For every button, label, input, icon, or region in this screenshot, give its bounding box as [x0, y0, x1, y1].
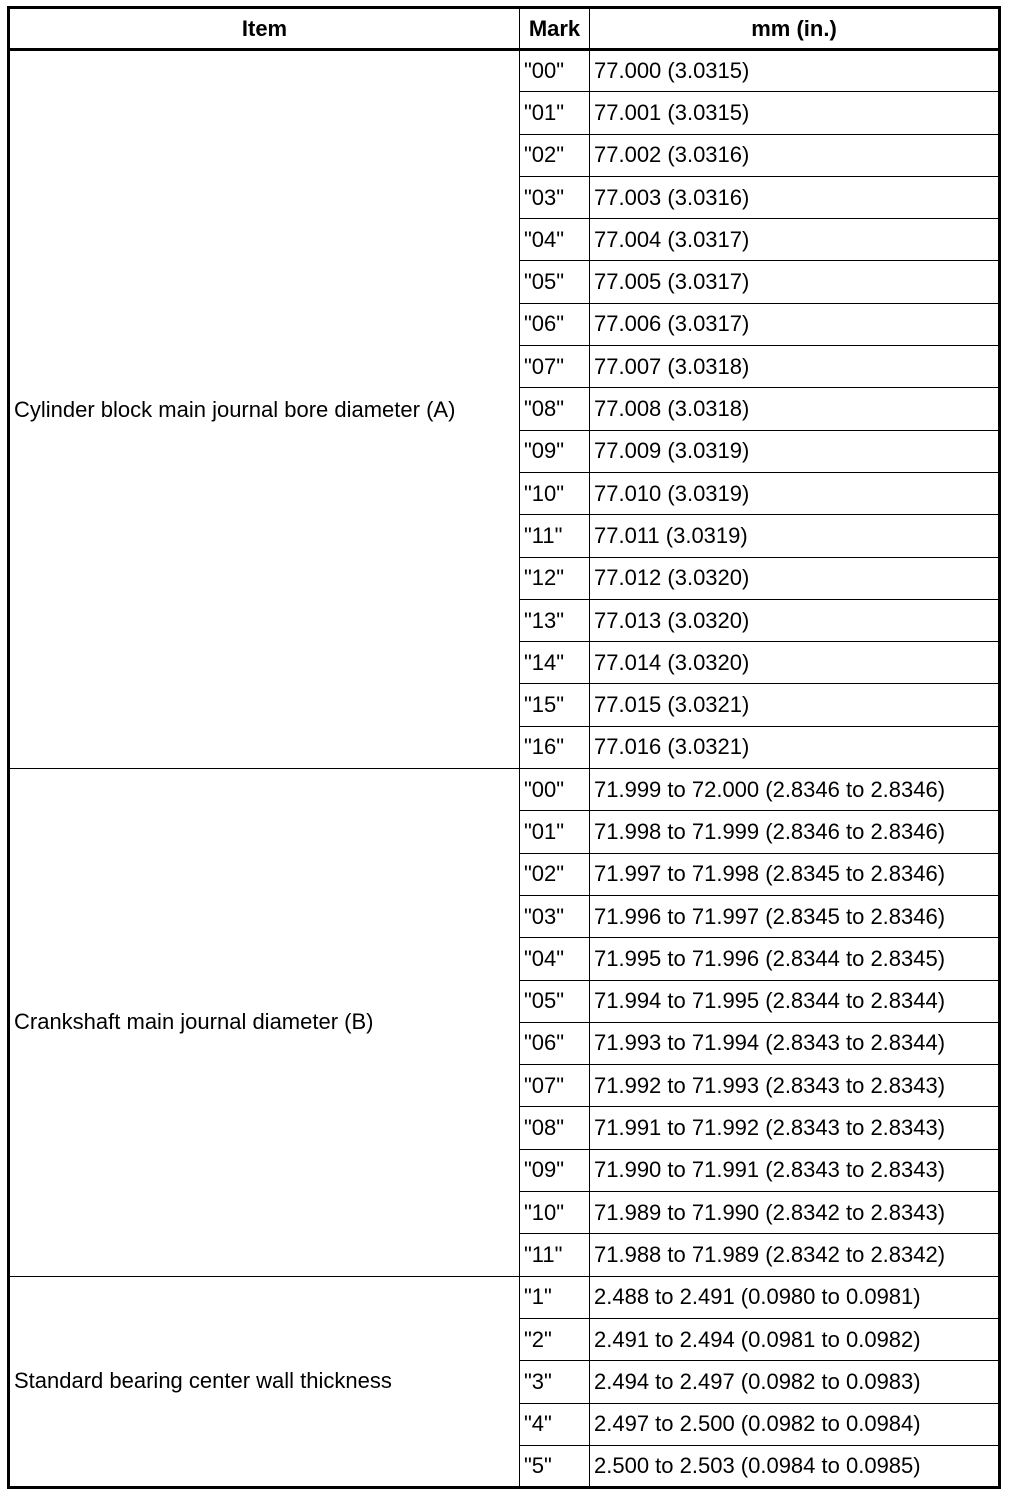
table-row [9, 769, 1000, 811]
mark-cell: "16" [520, 726, 590, 768]
value-cell: 71.988 to 71.989 (2.8342 to 2.8342) [590, 1234, 1000, 1276]
value-cell: 77.014 (3.0320) [590, 642, 1000, 684]
value-cell: 77.010 (3.0319) [590, 472, 1000, 514]
value-cell: 77.012 (3.0320) [590, 557, 1000, 599]
mark-cell: "02" [520, 134, 590, 176]
mark-cell: "10" [520, 1192, 590, 1234]
mark-cell: "06" [520, 1022, 590, 1064]
value-cell: 77.011 (3.0319) [590, 515, 1000, 557]
value-cell: 71.992 to 71.993 (2.8343 to 2.8343) [590, 1065, 1000, 1107]
table-header [9, 8, 1000, 50]
table-row [9, 50, 1000, 92]
mark-cell: "5" [520, 1445, 590, 1487]
mark-cell: "08" [520, 388, 590, 430]
value-cell: 71.994 to 71.995 (2.8344 to 2.8344) [590, 980, 1000, 1022]
value-cell: 71.996 to 71.997 (2.8345 to 2.8346) [590, 895, 1000, 937]
mark-cell: "03" [520, 895, 590, 937]
mark-cell: "02" [520, 853, 590, 895]
mark-cell: "10" [520, 472, 590, 514]
mark-cell: "00" [520, 769, 590, 811]
value-cell: 77.013 (3.0320) [590, 599, 1000, 641]
mark-cell: "05" [520, 980, 590, 1022]
value-cell: 77.005 (3.0317) [590, 261, 1000, 303]
mark-cell: "11" [520, 515, 590, 557]
mark-cell: "07" [520, 346, 590, 388]
value-cell: 71.990 to 71.991 (2.8343 to 2.8343) [590, 1149, 1000, 1191]
item-cell: Standard bearing center wall thickness [9, 1276, 520, 1487]
mark-cell: "11" [520, 1234, 590, 1276]
value-cell: 2.497 to 2.500 (0.0982 to 0.0984) [590, 1403, 1000, 1445]
mark-cell: "05" [520, 261, 590, 303]
item-cell: Crankshaft main journal diameter (B) [9, 769, 520, 1277]
header-mark: Mark [520, 8, 590, 50]
value-cell: 77.001 (3.0315) [590, 92, 1000, 134]
value-cell: 77.004 (3.0317) [590, 219, 1000, 261]
value-cell: 77.007 (3.0318) [590, 346, 1000, 388]
mark-cell: "04" [520, 219, 590, 261]
value-cell: 2.491 to 2.494 (0.0981 to 0.0982) [590, 1318, 1000, 1360]
mark-cell: "12" [520, 557, 590, 599]
mark-cell: "4" [520, 1403, 590, 1445]
table-row [9, 1276, 1000, 1318]
mark-cell: "08" [520, 1107, 590, 1149]
mark-cell: "04" [520, 938, 590, 980]
mark-cell: "09" [520, 430, 590, 472]
value-cell: 71.999 to 72.000 (2.8346 to 2.8346) [590, 769, 1000, 811]
value-cell: 71.998 to 71.999 (2.8346 to 2.8346) [590, 811, 1000, 853]
value-cell: 71.995 to 71.996 (2.8344 to 2.8345) [590, 938, 1000, 980]
mark-cell: "00" [520, 50, 590, 92]
value-cell: 71.997 to 71.998 (2.8345 to 2.8346) [590, 853, 1000, 895]
mark-cell: "2" [520, 1318, 590, 1360]
mark-cell: "13" [520, 599, 590, 641]
value-cell: 77.000 (3.0315) [590, 50, 1000, 92]
spec-table [7, 6, 1001, 1489]
header-value: mm (in.) [590, 8, 1000, 50]
value-cell: 71.993 to 71.994 (2.8343 to 2.8344) [590, 1022, 1000, 1064]
mark-cell: "01" [520, 811, 590, 853]
header-item: Item [9, 8, 520, 50]
header-row [9, 8, 1000, 50]
mark-cell: "1" [520, 1276, 590, 1318]
value-cell: 77.002 (3.0316) [590, 134, 1000, 176]
value-cell: 77.006 (3.0317) [590, 303, 1000, 345]
item-cell: Cylinder block main journal bore diameter (A) [9, 50, 520, 769]
mark-cell: "07" [520, 1065, 590, 1107]
value-cell: 77.008 (3.0318) [590, 388, 1000, 430]
mark-cell: "03" [520, 176, 590, 218]
mark-cell: "15" [520, 684, 590, 726]
mark-cell: "06" [520, 303, 590, 345]
table-body [9, 50, 1000, 1488]
value-cell: 2.500 to 2.503 (0.0984 to 0.0985) [590, 1445, 1000, 1487]
mark-cell: "01" [520, 92, 590, 134]
value-cell: 2.488 to 2.491 (0.0980 to 0.0981) [590, 1276, 1000, 1318]
mark-cell: "14" [520, 642, 590, 684]
value-cell: 71.989 to 71.990 (2.8342 to 2.8343) [590, 1192, 1000, 1234]
value-cell: 77.003 (3.0316) [590, 176, 1000, 218]
value-cell: 77.009 (3.0319) [590, 430, 1000, 472]
value-cell: 71.991 to 71.992 (2.8343 to 2.8343) [590, 1107, 1000, 1149]
mark-cell: "3" [520, 1361, 590, 1403]
mark-cell: "09" [520, 1149, 590, 1191]
value-cell: 77.016 (3.0321) [590, 726, 1000, 768]
value-cell: 2.494 to 2.497 (0.0982 to 0.0983) [590, 1361, 1000, 1403]
value-cell: 77.015 (3.0321) [590, 684, 1000, 726]
